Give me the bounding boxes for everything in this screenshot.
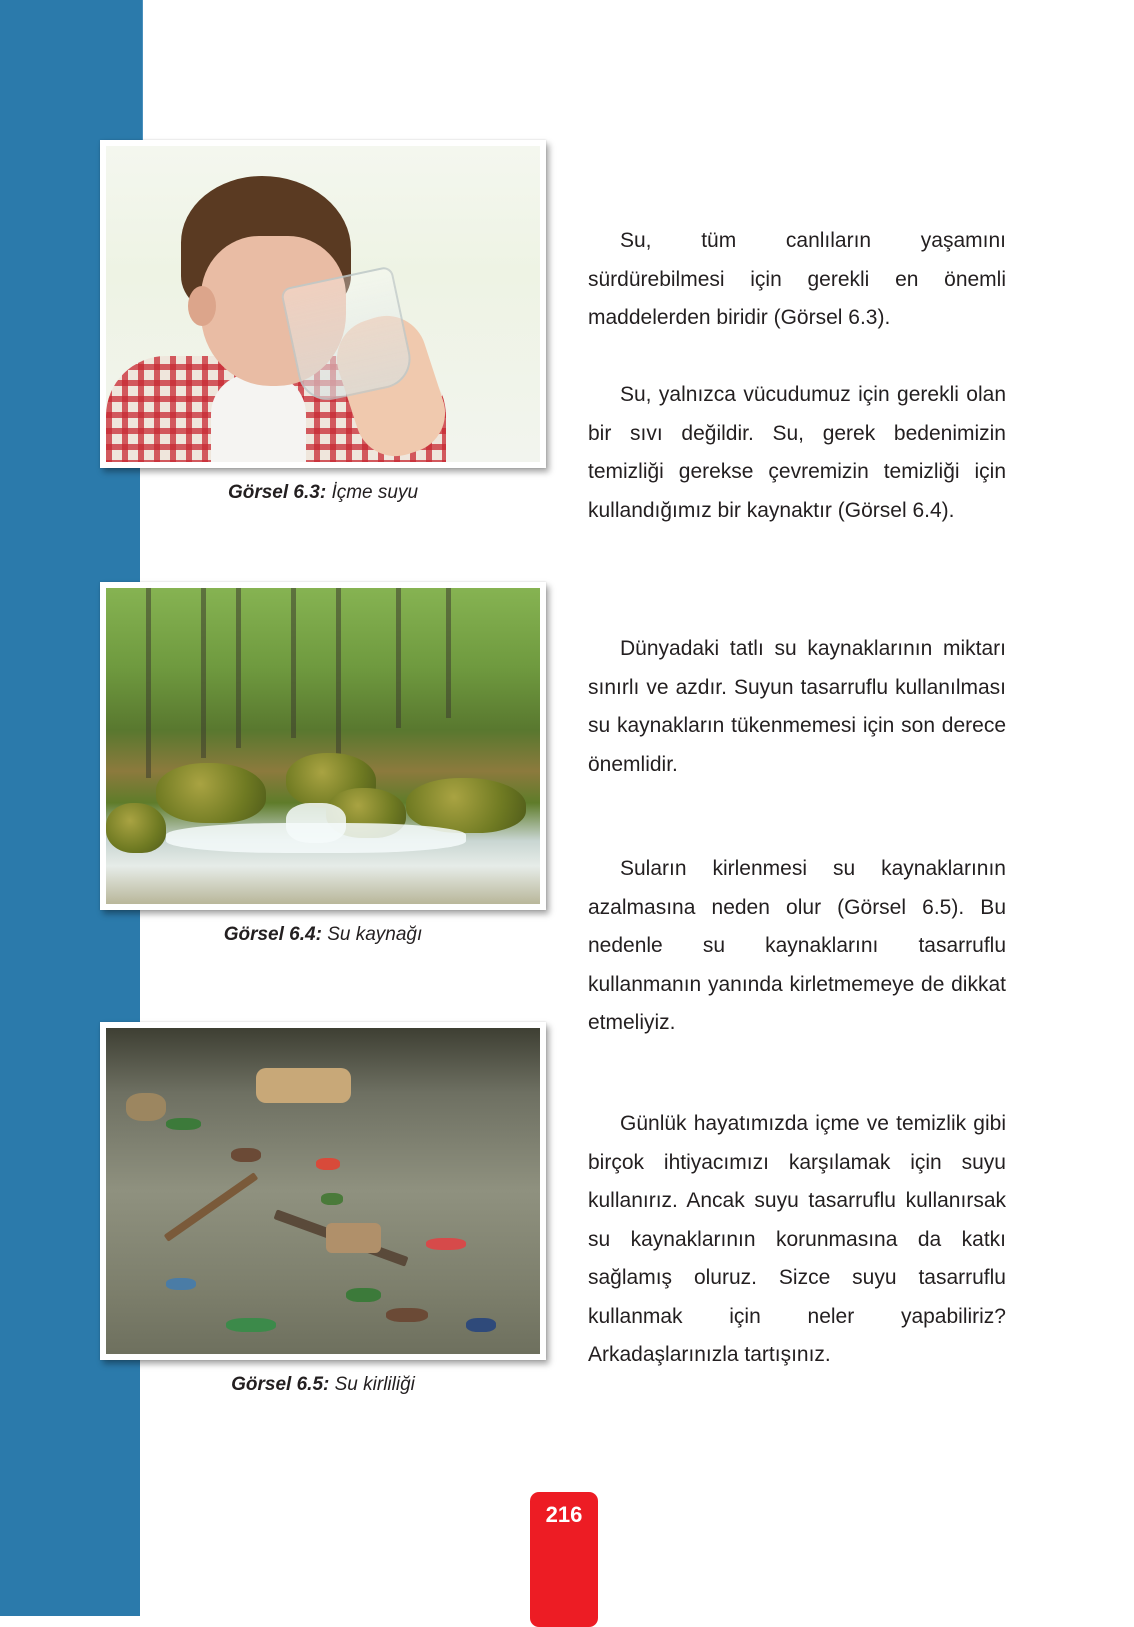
- figure-caption: [100, 924, 546, 946]
- photo-boy-drinking-water: [106, 146, 540, 462]
- photo-forest-stream: [106, 588, 540, 904]
- sidebar-band-top: [0, 0, 143, 142]
- caption-label: Görsel 6.3:: [227, 482, 327, 503]
- caption-title: İçme suyu: [331, 482, 419, 503]
- page-number-tab: [530, 1492, 598, 1627]
- figure-caption: [100, 1374, 546, 1396]
- figure-water-pollution: [100, 1022, 546, 1396]
- paragraph-2: Su, yalnızca vücudumuz için gerekli olan bir sıvı değildir. Su, gerek bedenimizin temizliği gerekse çevremizin temizliği için kullandığımız bir kaynaktır (Görsel 6.4).: [588, 383, 1006, 522]
- paragraph-1: Su, tüm canlıların yaşamını sürdürebilmesi için gerekli en önemli maddelerden biridir (Görsel 6.3).: [588, 229, 1006, 329]
- photo-frame: [100, 582, 546, 910]
- caption-label: Görsel 6.5:: [231, 1374, 330, 1395]
- figure-water-source: [100, 582, 546, 946]
- photo-frame: [100, 1022, 546, 1360]
- caption-title: Su kirliliği: [334, 1374, 415, 1395]
- paragraph-4: Suların kirlenmesi su kaynaklarının azalmasına neden olur (Görsel 6.5). Bu nedenle su kaynaklarını tasarruflu kullanmanın yanında kirletmemeye de dikkat etmeliyiz.: [588, 857, 1006, 1034]
- photo-polluted-water: [106, 1028, 540, 1354]
- page-number: 216: [545, 1502, 583, 1527]
- figure-caption: [100, 482, 546, 504]
- caption-title: Su kaynağı: [327, 924, 423, 945]
- caption-label: Görsel 6.4:: [223, 924, 322, 945]
- paragraph-5: Günlük hayatımızda içme ve temizlik gibi birçok ihtiyacımızı karşılamak için suyu kullanırız. Ancak suyu tasarruflu kullanırsak su kaynaklarının korunmasına da katkı sağlamış oluruz. Sizce suyu tasarruflu kullanmak için neler yapabiliriz? Arkadaşlarınızla tartışınız.: [588, 1112, 1006, 1366]
- photo-frame: [100, 140, 546, 468]
- figure-drinking-water: [100, 140, 546, 504]
- paragraph-3: Dünyadaki tatlı su kaynaklarının miktarı sınırlı ve azdır. Suyun tasarruflu kullanılması su kaynakların tükenmemesi için son derece önemlidir.: [588, 637, 1006, 776]
